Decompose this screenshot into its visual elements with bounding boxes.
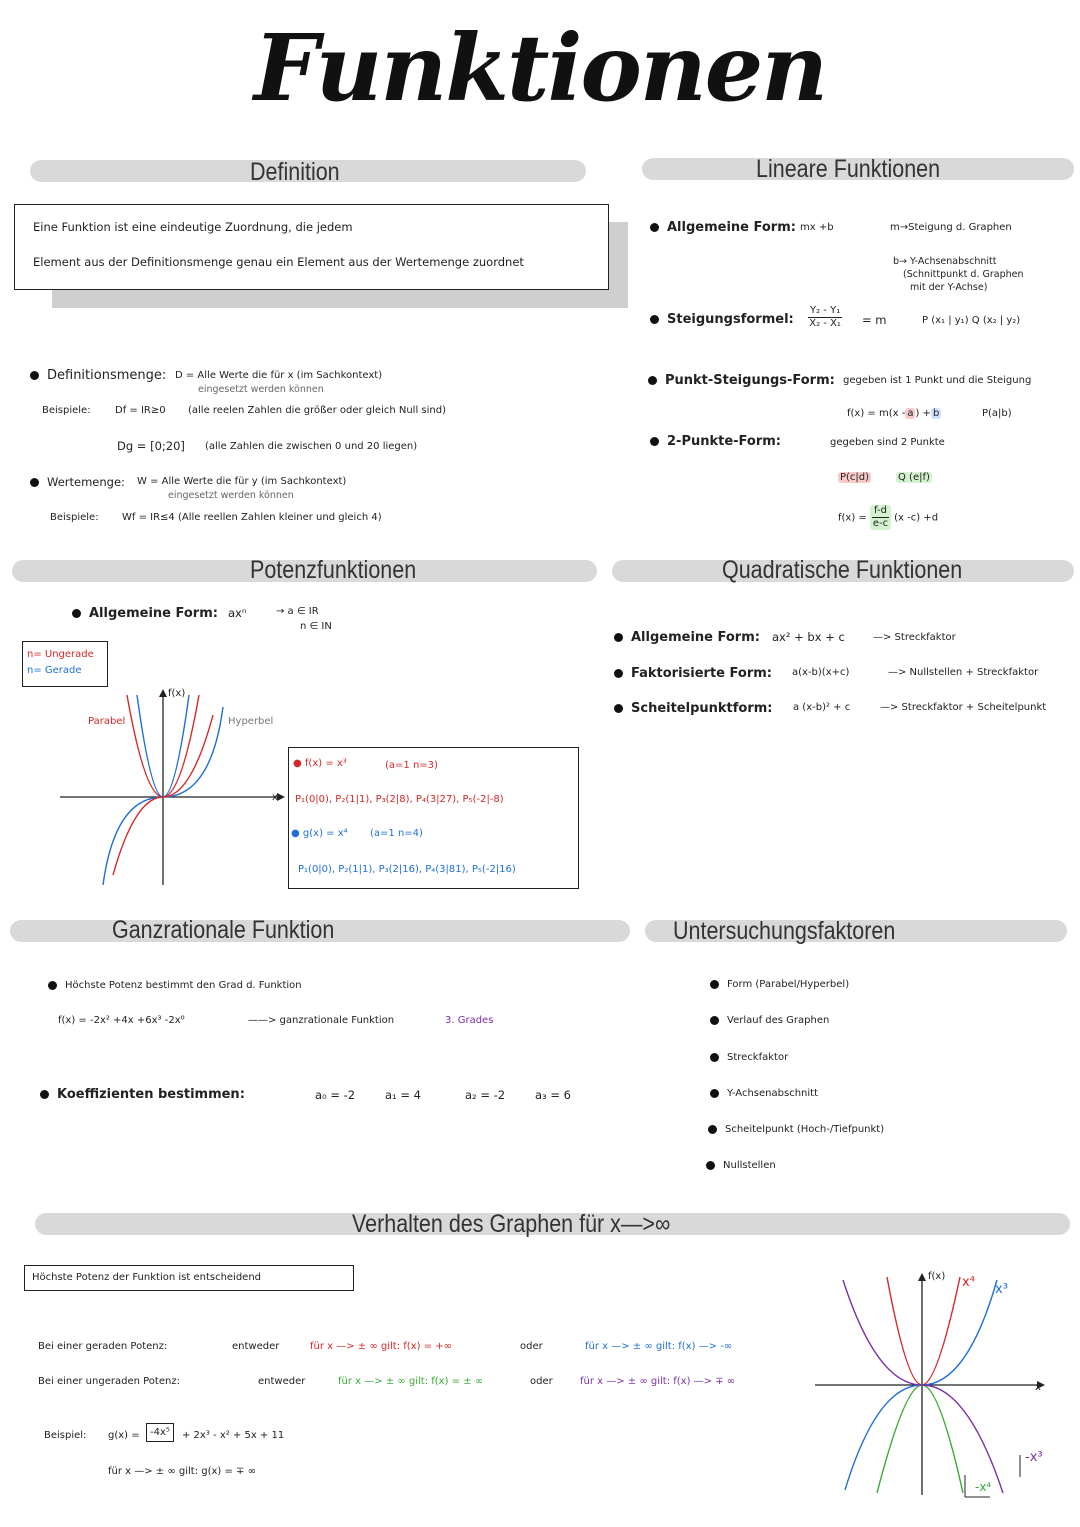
bullet-icon <box>708 1125 717 1134</box>
potenz-allg-formula: axⁿ <box>228 606 247 620</box>
linear-ps-formula <box>847 408 941 419</box>
beispiel-boxed-term: -4x⁵ <box>146 1423 174 1442</box>
bullet-icon <box>48 981 57 990</box>
quad-scheitel-formula: a (x-b)² + c <box>793 702 851 713</box>
section-title-linear: Lineare Funktionen <box>756 155 941 183</box>
linear-steig-points: P (x₁ | y₁) Q (x₂ | y₂) <box>922 315 1021 326</box>
bullet-icon <box>72 609 81 618</box>
steig-denominator: X₂ - X₁ <box>809 318 841 329</box>
ungerade-oder: oder <box>530 1376 553 1387</box>
untersuchung-item-text: Scheitelpunkt (Hoch-/Tiefpunkt) <box>725 1124 885 1135</box>
quad-allg-note: —> Streckfaktor <box>873 632 956 643</box>
coef-a2: a₂ = -2 <box>465 1088 506 1102</box>
quad-allg-formula: ax² + bx + c <box>772 630 845 644</box>
section-title-quadratisch: Quadratische Funktionen <box>722 556 963 584</box>
bullet-icon <box>710 1053 719 1062</box>
example-2-points: P₁(0|0), P₂(1|1), P₃(2|16), P₄(3|81), P₅(-2|16) <box>298 864 516 875</box>
curve-minus-x3 <box>843 1280 1003 1493</box>
linear-zp-note: gegeben sind 2 Punkte <box>830 437 945 448</box>
beispiel-formula-pre: g(x) = <box>108 1430 140 1441</box>
ganzrational-line-1 <box>48 980 302 991</box>
label-parabel: Parabel <box>88 716 126 727</box>
ex2-func-text: g(x) = x⁴ <box>302 828 348 839</box>
bullet-icon <box>30 478 39 487</box>
coef-a3: a₃ = 6 <box>535 1088 571 1102</box>
definitionsmenge-text-2: eingesetzt werden können <box>198 384 324 395</box>
definitionsmenge-text: D = Alle Werte die für x (im Sachkontext) <box>175 370 383 381</box>
beispiel-2-text: (alle Zahlen die zwischen 0 und 20 liegen) <box>205 441 418 452</box>
untersuchung-item-text: Y-Achsenabschnitt <box>727 1088 818 1099</box>
linear-steig-row <box>650 312 794 327</box>
potenz-graph-x-label: x <box>272 792 278 803</box>
zp-post: (x -c) +d <box>894 512 939 524</box>
y-axis-arrow-icon <box>159 689 167 697</box>
koeffizienten-row <box>40 1087 245 1102</box>
linear-ps-label: Punkt-Steigungs-Form: <box>665 373 835 388</box>
potenz-allg-label: Allgemeine Form: <box>89 606 218 621</box>
ungerade-option-b: für x —> ± ∞ gilt: f(x) —> ∓ ∞ <box>580 1376 736 1387</box>
bullet-icon <box>614 633 623 642</box>
coef-a1: a₁ = 4 <box>385 1088 421 1102</box>
bullet-icon <box>710 1089 719 1098</box>
ungerade-option-a: für x —> ± ∞ gilt: f(x) = ± ∞ <box>338 1376 484 1387</box>
curve-minus-x4 <box>877 1385 963 1493</box>
bullet-icon <box>706 1161 715 1170</box>
potenz-cond-2: n ∈ IN <box>300 621 332 632</box>
untersuchung-item <box>708 1124 884 1135</box>
gerade-option-a: für x —> ± ∞ gilt: f(x) = +∞ <box>310 1341 452 1352</box>
curve-x4 <box>887 1277 960 1385</box>
ganzrational-formula: f(x) = -2x² +4x +6x³ -2x⁰ <box>58 1015 185 1026</box>
linear-allg-formula: mx +b <box>800 222 834 233</box>
beispiele-label: Beispiele: <box>42 405 91 416</box>
potenz-allg-row <box>72 606 218 621</box>
y-axis-arrow-icon <box>918 1273 926 1281</box>
untersuchung-item-text: Streckfaktor <box>727 1052 789 1063</box>
section-title-potenz: Potenzfunktionen <box>250 556 417 584</box>
quad-allg-label: Allgemeine Form: <box>631 630 760 645</box>
x-axis-arrow-icon <box>277 793 285 801</box>
gerade-oder: oder <box>520 1341 543 1352</box>
wertemenge-beispiele-label: Beispiele: <box>50 512 99 523</box>
definitionsmenge-label: Definitionsmenge: <box>47 368 167 383</box>
linear-ps-row <box>648 373 835 388</box>
ungerade-intro: Bei einer ungeraden Potenz: <box>38 1376 180 1387</box>
verhalten-graph <box>815 1265 1055 1500</box>
quad-fakt-row <box>614 666 772 681</box>
example-1-points: P₁(0|0), P₂(1|1), P₃(2|8), P₄(3|27), P₅(-2|-8) <box>295 794 504 805</box>
linear-steig-label: Steigungsformel: <box>667 312 794 327</box>
linear-b-note-1: b→ Y-Achsenabschnitt <box>893 256 997 267</box>
bullet-icon <box>650 223 659 232</box>
beispiel-1-text: (alle reelen Zahlen die größer oder gleich Null sind) <box>188 405 446 416</box>
bullet-icon <box>614 669 623 678</box>
zp-denominator: e-c <box>872 518 889 529</box>
zp-numerator: f-d <box>874 505 887 516</box>
steig-numerator: Y₂ - Y₁ <box>810 305 841 316</box>
beispiel-label: Beispiel: <box>44 1430 87 1441</box>
quad-fakt-note: —> Nullstellen + Streckfaktor <box>888 667 1039 678</box>
definition-line-1: Eine Funktion ist eine eindeutige Zuordnung, die jedem <box>33 220 353 234</box>
ex1-func-text: f(x) = x³ <box>304 758 347 769</box>
bullet-icon <box>710 1016 719 1025</box>
ganzrational-line-1-text: Höchste Potenz bestimmt den Grad d. Funktion <box>65 980 302 991</box>
verhalten-graph-x-label: x <box>1035 1382 1041 1393</box>
quad-scheitel-row <box>614 701 773 716</box>
quad-scheitel-note: —> Streckfaktor + Scheitelpunkt <box>880 702 1047 713</box>
beispiel-2-symbol: Dg = [0;20] <box>117 439 185 453</box>
coef-a0: a₀ = -2 <box>315 1088 356 1102</box>
untersuchung-item <box>710 1015 829 1026</box>
linear-steig-fraction <box>808 305 842 330</box>
linear-b-note-3: mit der Y-Achse) <box>910 282 988 293</box>
linear-steig-eq: = m <box>862 313 887 327</box>
zp-p-value: P(c|d) <box>840 472 870 483</box>
koeffizienten-label: Koeffizienten bestimmen: <box>57 1087 245 1102</box>
section-title-untersuchung: Untersuchungsfaktoren <box>673 917 896 945</box>
linear-zp-p <box>838 472 871 483</box>
beispiel-result: für x —> ± ∞ gilt: g(x) = ∓ ∞ <box>108 1466 256 1477</box>
ganzrational-grade: 3. Grades <box>445 1015 494 1026</box>
gerade-intro: Bei einer geraden Potenz: <box>38 1341 168 1352</box>
linear-ps-note: gegeben ist 1 Punkt und die Steigung <box>843 375 1032 386</box>
section-title-definition: Definition <box>250 158 340 186</box>
verhalten-note: Höchste Potenz der Funktion ist entscheidend <box>32 1272 262 1283</box>
linear-zp-row <box>650 434 781 449</box>
quad-scheitel-label: Scheitelpunktform: <box>631 701 773 716</box>
linear-ps-point: P(a|b) <box>982 408 1012 419</box>
quad-fakt-label: Faktorisierte Form: <box>631 666 772 681</box>
beispiel-formula-post: + 2x³ - x² + 5x + 11 <box>182 1430 285 1441</box>
legend-gerade: n= Gerade <box>27 665 82 676</box>
bullet-icon <box>40 1090 49 1099</box>
gerade-option-b: für x —> ± ∞ gilt: f(x) —> -∞ <box>585 1341 733 1352</box>
wertemenge-text-2: eingesetzt werden können <box>168 490 294 501</box>
definitionsmenge-row <box>30 368 166 383</box>
label-x3: x³ <box>995 1282 1008 1297</box>
label-minus-x4: -x⁴ <box>975 1480 992 1494</box>
linear-allg-label: Allgemeine Form: <box>667 220 796 235</box>
example-2-params: (a=1 n=4) <box>370 828 423 839</box>
bullet-icon <box>648 376 657 385</box>
example-1-func: ● f(x) = x³ <box>293 758 347 769</box>
linear-zp-q <box>896 472 932 483</box>
gerade-entweder: entweder <box>232 1341 280 1352</box>
ps-formula-b: a <box>907 408 914 419</box>
untersuchung-item <box>710 1052 788 1063</box>
bullet-icon <box>614 704 623 713</box>
ps-formula-d: b <box>932 408 940 419</box>
quad-allg-row <box>614 630 760 645</box>
linear-zp-formula <box>838 505 938 530</box>
potenz-cond-1: → a ∈ IR <box>276 606 319 617</box>
legend-ungerade: n= Ungerade <box>27 649 94 660</box>
beispiel-1-symbol: Df = IR≥0 <box>115 405 166 416</box>
ganzrational-arrow: ——> ganzrationale Funktion <box>248 1015 395 1026</box>
bullet-icon <box>650 437 659 446</box>
ps-formula-c: ) + <box>915 408 931 419</box>
untersuchung-item <box>710 979 849 990</box>
bullet-icon <box>650 315 659 324</box>
untersuchung-item-text: Form (Parabel/Hyperbel) <box>727 979 850 990</box>
linear-m-note: m→Steigung d. Graphen <box>890 222 1012 233</box>
zp-q-value: Q (e|f) <box>898 472 930 483</box>
bullet-icon <box>30 371 39 380</box>
wertemenge-beispiel: Wf = IR≤4 (Alle reellen Zahlen kleiner und gleich 4) <box>122 512 382 523</box>
wertemenge-label: Wertemenge: <box>47 475 125 489</box>
linear-zp-label: 2-Punkte-Form: <box>667 434 781 449</box>
potenz-graph-fx-label: f(x) <box>168 688 186 699</box>
definition-line-2: Element aus der Definitionsmenge genau ein Element aus der Wertemenge zuordnet <box>33 255 524 269</box>
ungerade-entweder: entweder <box>258 1376 306 1387</box>
bullet-icon <box>710 980 719 989</box>
linear-allg-row <box>650 220 796 235</box>
page-title: Funktionen <box>253 14 827 122</box>
linear-b-note-2: (Schnittpunkt d. Graphen <box>903 269 1024 280</box>
label-hyperbel: Hyperbel <box>228 716 274 727</box>
section-title-ganzrational: Ganzrationale Funktion <box>112 916 335 944</box>
ps-formula-a: f(x) = m(x - <box>847 408 906 419</box>
label-minus-x3: -x³ <box>1025 1450 1043 1465</box>
potenz-legend-box <box>22 641 108 687</box>
verhalten-graph-fx-label: f(x) <box>928 1271 946 1282</box>
label-x4: x⁴ <box>962 1275 975 1290</box>
untersuchung-item <box>706 1160 776 1171</box>
wertemenge-row <box>30 475 125 489</box>
untersuchung-item-text: Nullstellen <box>723 1160 776 1171</box>
example-2-func: ● g(x) = x⁴ <box>291 828 348 839</box>
example-1-params: (a=1 n=3) <box>385 760 438 771</box>
quad-fakt-formula: a(x-b)(x+c) <box>792 667 850 678</box>
untersuchung-item <box>710 1088 818 1099</box>
section-title-verhalten: Verhalten des Graphen für x—>∞ <box>352 1210 671 1238</box>
zp-pre: f(x) = <box>838 512 867 524</box>
wertemenge-text: W = Alle Werte die für y (im Sachkontext) <box>137 476 347 487</box>
untersuchung-item-text: Verlauf des Graphen <box>727 1015 830 1026</box>
definition-box <box>14 204 609 290</box>
